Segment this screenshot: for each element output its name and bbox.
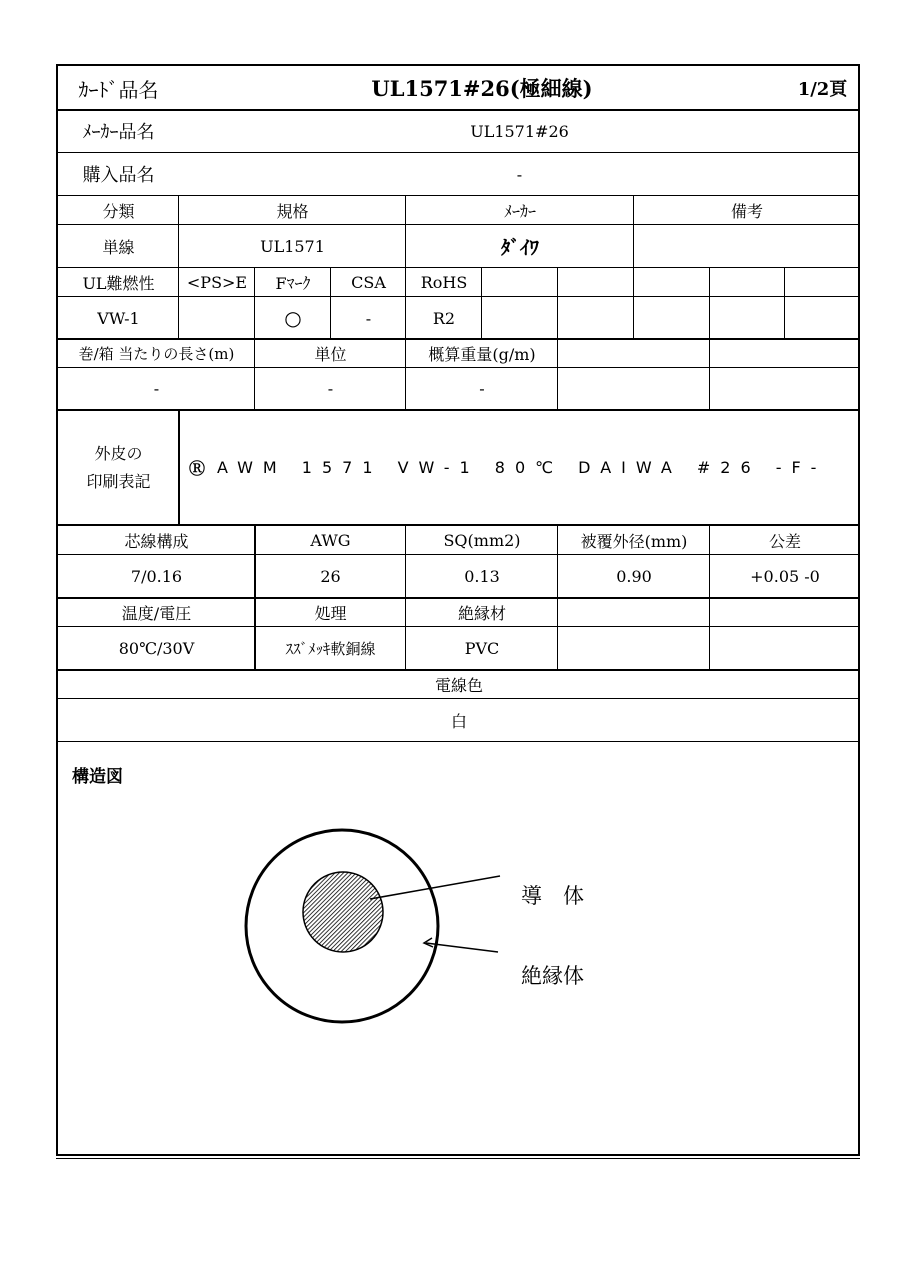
strand-header: 芯線構成 [124,531,189,551]
blank-header-3 [634,268,710,296]
construction-value-row [58,555,858,597]
treatment-value: ｽｽﾞﾒｯｷ軟銅線 [285,639,376,658]
ratings-header-row [58,599,858,626]
construction-header-row [58,526,858,554]
blank-pack-header-2 [710,340,860,367]
diagram-title: 構造図 [72,767,123,787]
insulation-header: 絶縁材 [457,604,506,623]
blank-pack-value-1 [558,368,710,409]
printing-label-line2: 印刷表記 [86,471,151,491]
cable-cross-section-diagram [58,742,858,1154]
blank-pack-header-1 [558,340,710,367]
ul-flame-header: UL難燃性 [82,273,155,293]
f-mark-value: ○ [284,306,302,330]
maker-name-label: ﾒｰｶｰ品名 [82,122,155,143]
length-per-reel-header: 巻/箱 当たりの長さ(m) [78,345,235,363]
temp-voltage-header: 温度/電圧 [121,604,192,623]
blank-pack-value-2 [710,368,860,409]
blank-value-4 [710,297,785,339]
classification-header: 分類 [102,201,135,221]
csa-header: CSA [351,272,386,292]
treatment-header: 処理 [314,604,347,623]
blank-rating-header-2 [710,599,860,626]
maker-header: ﾒｰｶｰ [503,201,536,221]
sq-value: 0.13 [464,566,500,586]
rohs-header: RoHS [420,272,468,292]
remarks-value [634,225,860,267]
packaging-value-row [58,368,858,409]
blank-header-4 [710,268,785,296]
outer-diameter-header: 被覆外径(mm) [580,531,688,551]
printing-label [58,411,179,524]
wire-color-label: 電線色 [434,676,483,695]
tolerance-value: +0.05 -0 [750,566,820,586]
conductor-leader-line [370,876,500,899]
printing-value [179,411,860,524]
length-per-reel-value: - [153,379,160,398]
wire-color-value-row [58,699,858,741]
header-row [58,66,858,110]
card-name-value: UL1571#26(極細線) [371,76,593,101]
printing-text: AWM 1571 VW-1 80℃ DAIWA #26 -F- [217,458,827,477]
purchase-name-label: 購入品名 [82,165,155,186]
unit-value: - [327,379,334,398]
blank-rating-value-2 [710,627,860,669]
outer-diameter-value: 0.90 [616,566,652,586]
rohs-value: R2 [432,308,456,328]
ratings-value-row [58,627,858,669]
awg-value: 26 [320,566,341,586]
maker-value: ﾀﾞｲﾜ [500,236,539,259]
blank-header-2 [558,268,634,296]
blank-value-2 [558,297,634,339]
wire-color-value: 白 [450,711,467,731]
awg-header: AWG [310,530,351,550]
printing-label-line1: 外皮の [94,443,143,463]
insulation-arrow-icon [424,938,433,947]
purchase-name-row [58,153,858,195]
blank-value-3 [634,297,710,339]
blank-header-5 [785,268,860,296]
blank-header-1 [482,268,558,296]
temp-voltage-value: 80℃/30V [118,638,195,658]
strand-value: 7/0.16 [130,566,183,586]
wire-color-header-row [58,671,858,698]
weight-header: 概算重量(g/m) [428,345,536,364]
purchase-name-value: - [516,164,523,184]
spec-sheet [56,64,860,1156]
blank-value-1 [482,297,558,339]
page-number: 1/2頁 [797,79,848,100]
tolerance-header: 公差 [768,531,801,551]
sq-header: SQ(mm2) [443,530,521,550]
maker-name-value: UL1571#26 [470,121,569,141]
classification-value: 単線 [102,237,135,257]
unit-header: 単位 [314,345,347,364]
insulation-value: PVC [464,638,500,658]
packaging-header-row [58,340,858,367]
card-name-label: ｶｰﾄﾞ品名 [78,77,159,102]
blank-rating-value-1 [558,627,710,669]
weight-value: - [479,379,485,398]
blank-rating-header-1 [558,599,710,626]
blank-value-5 [785,297,860,339]
ul-mark-icon: Ⓡ [189,459,206,478]
maker-name-row [58,110,858,152]
ul-flame-value: VW-1 [97,308,140,328]
f-mark-header: Fﾏｰｸ [275,273,311,293]
remarks-header: 備考 [730,201,763,221]
pse-header: <PS>E [186,272,248,292]
conductor-circle [303,872,383,952]
csa-value: - [365,308,372,328]
standard-value: UL1571 [260,236,325,256]
insulation-label: 絶縁体 [521,964,584,988]
pse-value [179,297,255,339]
conductor-label: 導 体 [521,884,584,908]
standard-header: 規格 [276,201,309,221]
